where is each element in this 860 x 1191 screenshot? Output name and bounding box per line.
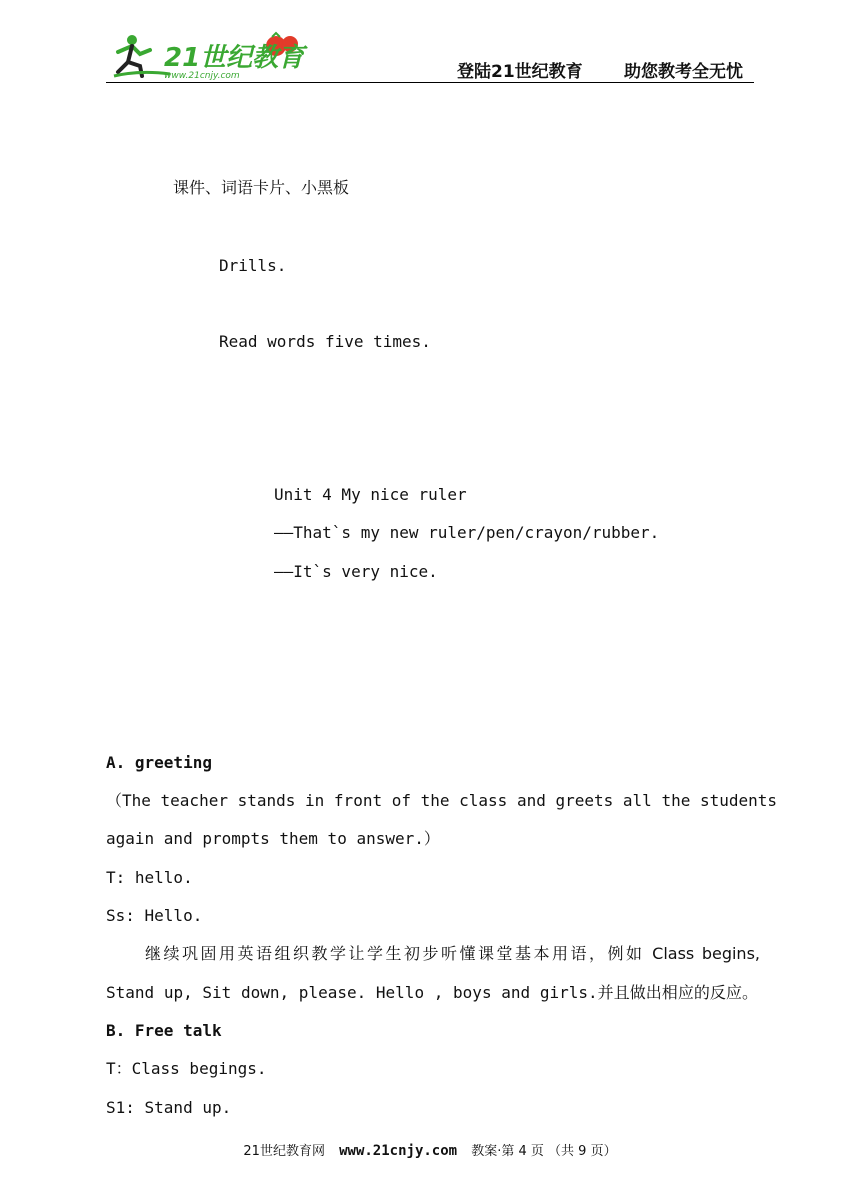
dialog-line-1: ——That`s my new ruler/pen/crayon/rubber. xyxy=(274,523,660,542)
site-logo xyxy=(110,30,310,82)
section-b-heading: B. Free talk xyxy=(106,1021,222,1040)
paragraph-a-line-2: again and prompts them to answer.） xyxy=(106,829,440,848)
footer-page-info: 教案·第 4 页 （共 9 页） xyxy=(471,1144,617,1159)
teacher-class-line: T：Class begings. xyxy=(106,1059,267,1078)
logo-url: www.21cnjy.com xyxy=(164,71,240,81)
paragraph-cn-line-1: 继续巩固用英语组织教学让学生初步听懂课堂基本用语，例如 Class begins, xyxy=(145,944,760,963)
read-words-line: Read words five times. xyxy=(219,332,431,351)
students-hello-line: Ss: Hello. xyxy=(106,906,203,925)
student-stand-line: S1: Stand up. xyxy=(106,1098,232,1117)
paragraph-a-line-1: （The teacher stands in front of the class and greets all the students xyxy=(106,791,778,810)
page-footer xyxy=(0,1140,860,1159)
header-slogan-right: 助您教考全无忧 xyxy=(624,62,743,82)
header-slogan-left: 登陆21世纪教育 xyxy=(457,62,583,82)
teacher-hello-line: T: hello. xyxy=(106,868,193,887)
footer-site-name: 21世纪教育网 xyxy=(243,1144,325,1159)
logo-graphic xyxy=(110,30,310,82)
paragraph-cn-line-2: Stand up, Sit down, please. Hello , boys and girls.并且做出相应的反应。 xyxy=(106,983,758,1002)
drills-line: Drills. xyxy=(219,256,287,275)
section-a-heading: A. greeting xyxy=(106,753,212,772)
header-divider xyxy=(106,82,754,83)
footer-site-url[interactable]: www.21cnjy.com xyxy=(339,1143,458,1159)
logo-text: 21世纪教育 xyxy=(164,43,305,73)
unit-title: Unit 4 My nice ruler xyxy=(274,485,467,504)
dialog-line-2: ——It`s very nice. xyxy=(274,562,438,581)
materials-line: 课件、词语卡片、小黑板 xyxy=(173,178,350,197)
